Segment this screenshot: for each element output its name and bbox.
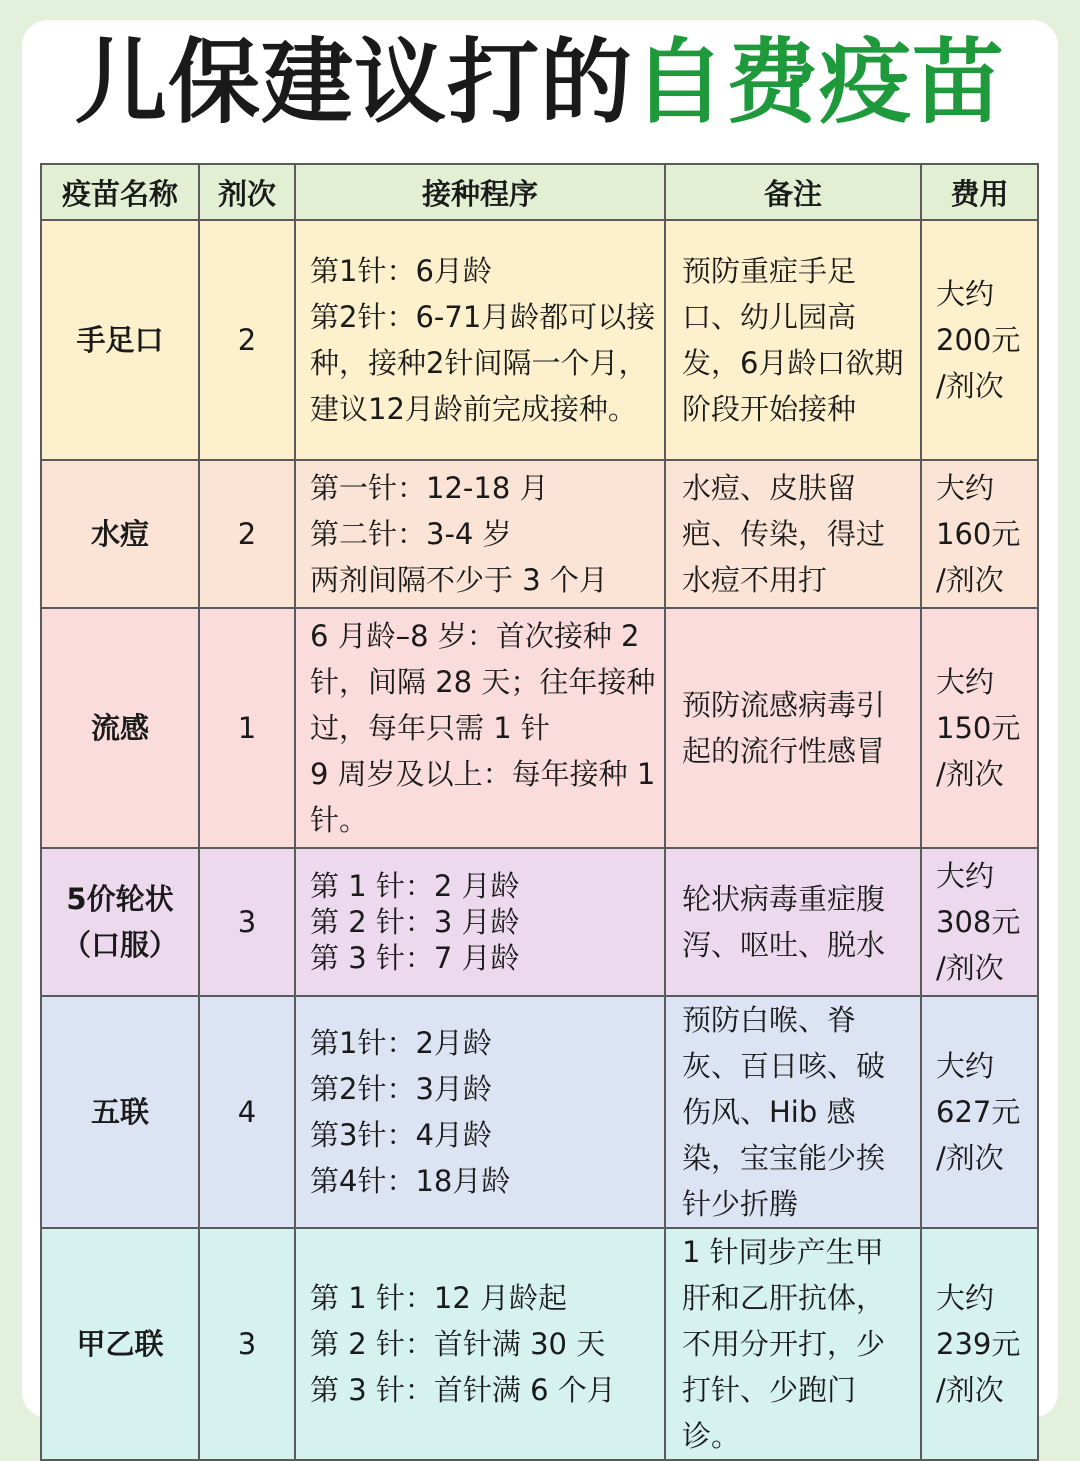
schedule-line: 第 1 针：12 月龄起 — [310, 1281, 568, 1315]
cost-amount: 308元 — [936, 905, 1021, 939]
vaccine-name: 手足口 — [41, 220, 199, 460]
cost-cell — [921, 608, 1038, 848]
cost-cell — [921, 460, 1038, 608]
schedule-line: 第 1 针：2 月龄 — [310, 869, 520, 903]
cost-amount: 160元 — [936, 517, 1021, 551]
vaccine-name: 5价轮状 （口服） — [41, 848, 199, 996]
cost-unit: /剂次 — [936, 951, 1004, 985]
schedule-line: 第二针：3-4 岁 — [310, 517, 512, 551]
cost-prefix: 大约 — [936, 471, 995, 505]
cost-unit: /剂次 — [936, 1141, 1004, 1175]
cost-cell — [921, 220, 1038, 460]
dose-count: 3 — [199, 848, 295, 996]
table-row — [41, 608, 1038, 848]
vaccine-name: 流感 — [41, 608, 199, 848]
title-black-part: 儿保建议打的 — [74, 29, 633, 136]
cost-unit: /剂次 — [936, 1373, 1004, 1407]
schedule-line: 第 2 针：首针满 30 天 — [310, 1327, 606, 1361]
table-row — [41, 460, 1038, 608]
note-cell: 水痘、皮肤留疤、传染，得过水痘不用打 — [665, 460, 921, 608]
dose-count: 1 — [199, 608, 295, 848]
schedule-line: 第一针：12-18 月 — [310, 471, 549, 505]
schedule-line: 第2针：6-71月龄都可以接种，接种2针间隔一个月，建议12月龄前完成接种。 — [310, 300, 656, 426]
vaccine-name: 五联 — [41, 996, 199, 1228]
vaccine-table — [40, 163, 1039, 1461]
dose-count: 2 — [199, 220, 295, 460]
schedule-line: 两剂间隔不少于 3 个月 — [310, 563, 608, 597]
cost-cell — [921, 848, 1038, 996]
dose-count: 4 — [199, 996, 295, 1228]
header-note: 备注 — [665, 164, 921, 220]
schedule-cell — [295, 608, 665, 848]
schedule-line: 第 2 针：3 月龄 — [310, 905, 520, 939]
cost-amount: 200元 — [936, 323, 1021, 357]
note-cell: 1 针同步产生甲肝和乙肝抗体，不用分开打，少打针、少跑门诊。 — [665, 1228, 921, 1460]
schedule-line: 第 3 针：7 月龄 — [310, 941, 520, 975]
table-row — [41, 220, 1038, 460]
table-row — [41, 996, 1038, 1228]
header-vaccine-name: 疫苗名称 — [41, 164, 199, 220]
cost-amount: 627元 — [936, 1095, 1021, 1129]
schedule-line: 第1针：6月龄 — [310, 254, 492, 288]
schedule-line: 第 3 针：首针满 6 个月 — [310, 1373, 616, 1407]
cost-prefix: 大约 — [936, 1049, 995, 1083]
schedule-cell — [295, 996, 665, 1228]
cost-prefix: 大约 — [936, 859, 995, 893]
page-title — [0, 28, 1080, 138]
schedule-line: 第2针：3月龄 — [310, 1072, 492, 1106]
header-cost: 费用 — [921, 164, 1038, 220]
title-green-part: 自费疫苗 — [633, 29, 1006, 136]
cost-prefix: 大约 — [936, 665, 995, 699]
table-row — [41, 1228, 1038, 1460]
schedule-line: 9 周岁及以上：每年接种 1 针。 — [310, 757, 656, 837]
table-header-row — [41, 164, 1038, 220]
note-cell: 预防白喉、脊灰、百日咳、破伤风、Hib 感染，宝宝能少挨针少折腾 — [665, 996, 921, 1228]
header-schedule: 接种程序 — [295, 164, 665, 220]
cost-unit: /剂次 — [936, 563, 1004, 597]
header-doses: 剂次 — [199, 164, 295, 220]
cost-unit: /剂次 — [936, 757, 1004, 791]
cost-cell — [921, 1228, 1038, 1460]
schedule-cell — [295, 460, 665, 608]
cost-amount: 150元 — [936, 711, 1021, 745]
note-cell: 轮状病毒重症腹泻、呕吐、脱水 — [665, 848, 921, 996]
schedule-line: 6 月龄–8 岁：首次接种 2 针，间隔 28 天；往年接种过，每年只需 1 针 — [310, 619, 656, 745]
schedule-cell — [295, 1228, 665, 1460]
table-row — [41, 848, 1038, 996]
dose-count: 2 — [199, 460, 295, 608]
dose-count: 3 — [199, 1228, 295, 1460]
cost-amount: 239元 — [936, 1327, 1021, 1361]
schedule-cell — [295, 220, 665, 460]
cost-prefix: 大约 — [936, 277, 995, 311]
schedule-line: 第1针：2月龄 — [310, 1026, 492, 1060]
vaccine-name: 水痘 — [41, 460, 199, 608]
cost-cell — [921, 996, 1038, 1228]
note-cell: 预防重症手足口、幼儿园高发，6月龄口欲期阶段开始接种 — [665, 220, 921, 460]
schedule-cell — [295, 848, 665, 996]
schedule-line: 第3针：4月龄 — [310, 1118, 492, 1152]
note-cell: 预防流感病毒引起的流行性感冒 — [665, 608, 921, 848]
schedule-line: 第4针：18月龄 — [310, 1164, 511, 1198]
cost-unit: /剂次 — [936, 369, 1004, 403]
vaccine-name: 甲乙联 — [41, 1228, 199, 1460]
cost-prefix: 大约 — [936, 1281, 995, 1315]
